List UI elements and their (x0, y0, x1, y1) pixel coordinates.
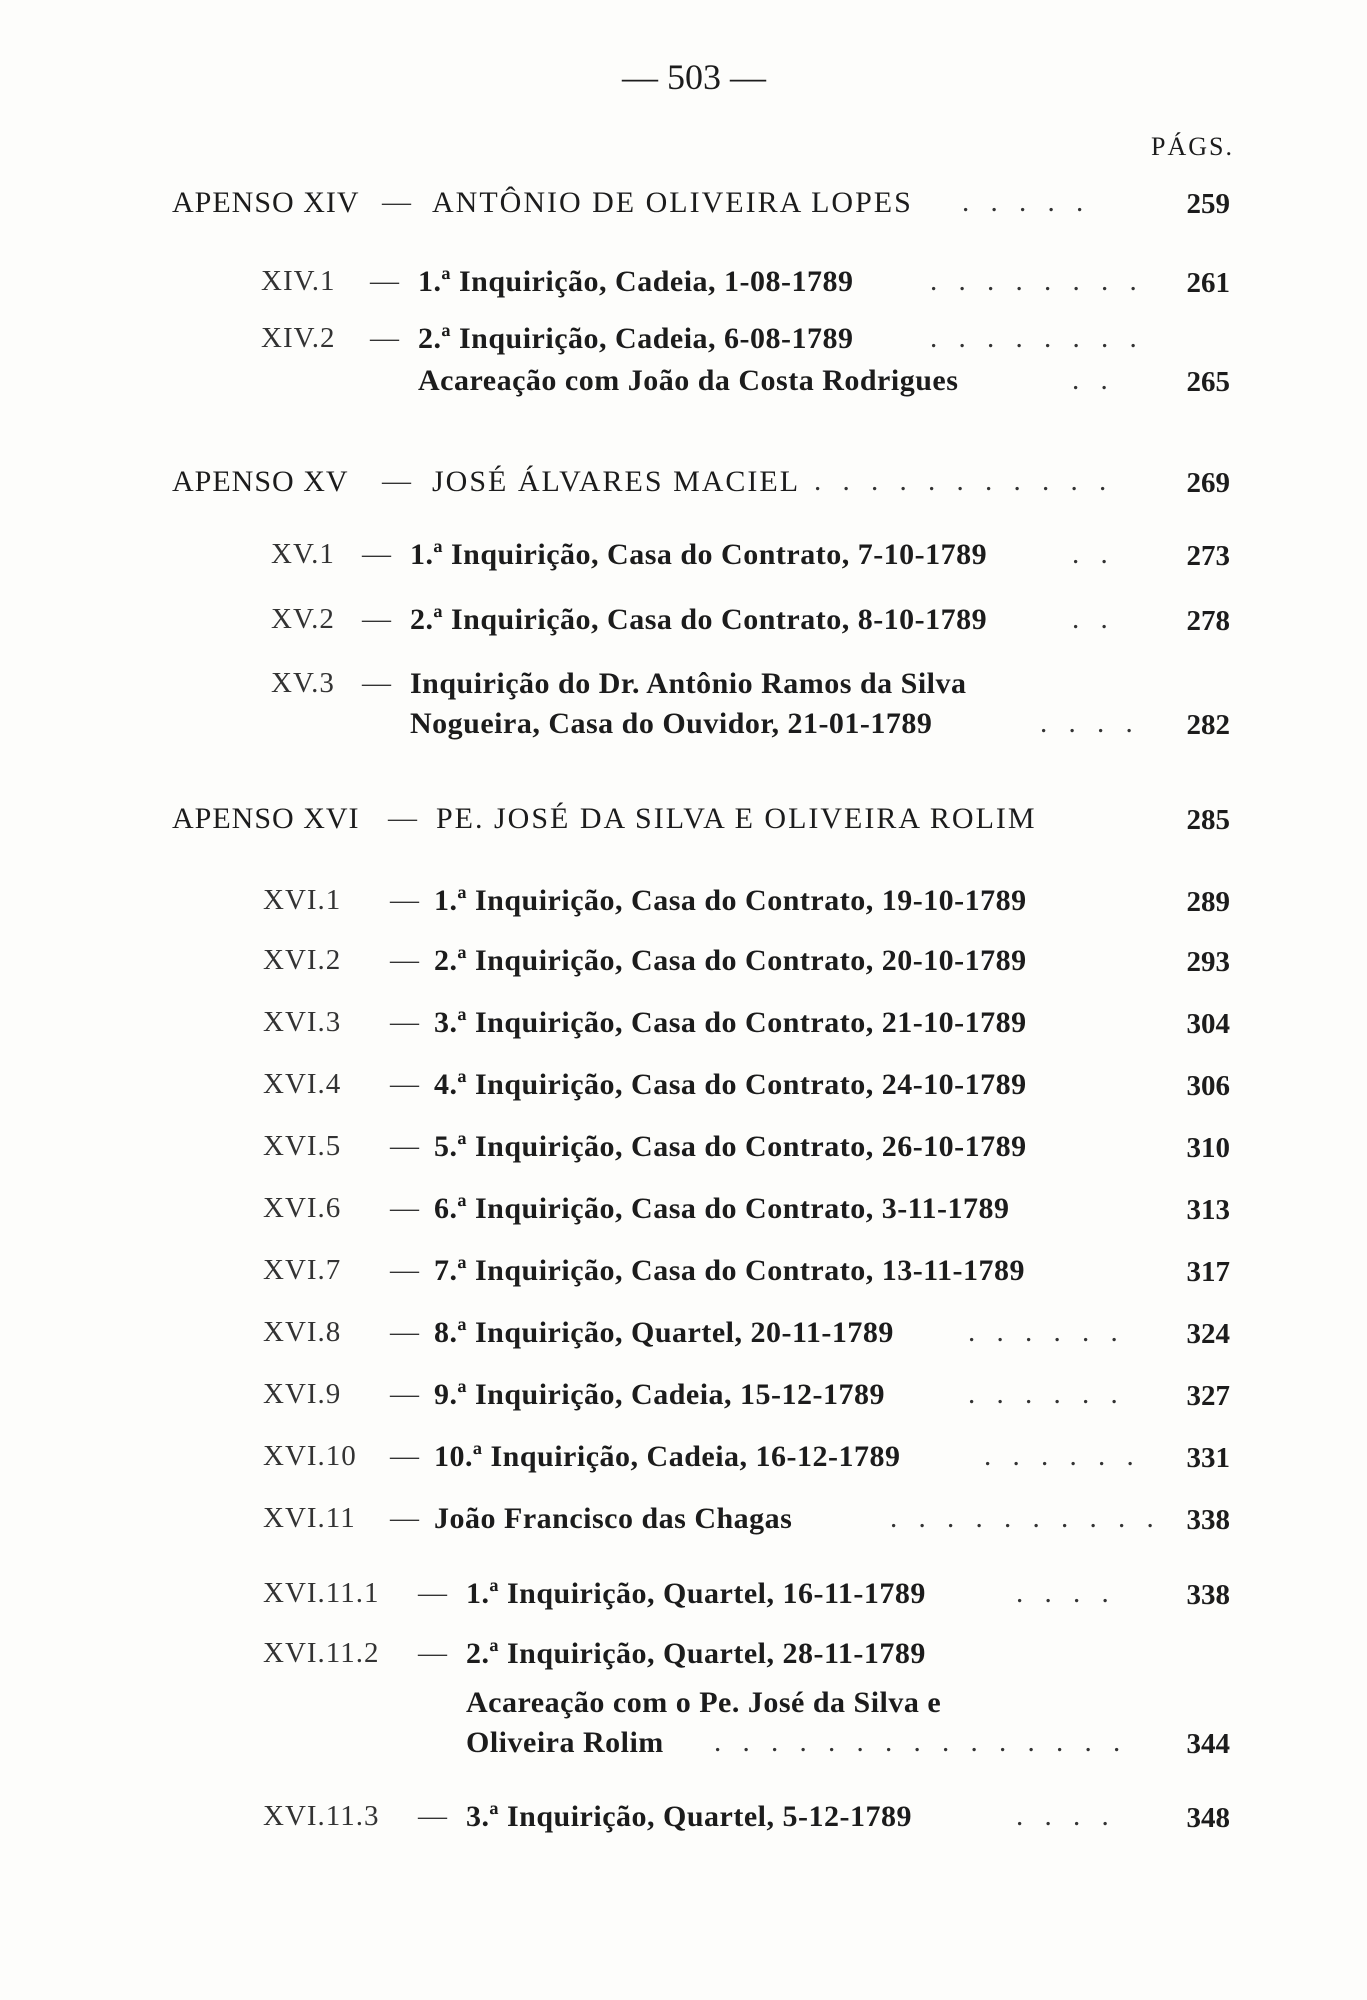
dash-separator: — (390, 1068, 419, 1100)
entry-code: XV.1 (271, 538, 335, 570)
appendix-code: APENSO XIV (172, 186, 360, 219)
page-ref: 306 (1186, 1070, 1230, 1102)
dash-separator: — (390, 1502, 419, 1534)
entry-text: 1.ª Inquirição, Cadeia, 1-08-1789 (418, 265, 854, 298)
entry-text: João Francisco das Chagas (434, 1502, 793, 1535)
dash-separator: — (370, 265, 399, 297)
dash-separator: — (370, 322, 399, 354)
entry-text: 1.ª Inquirição, Casa do Contrato, 19-10-1789 (434, 884, 1027, 917)
entry-text: 2.ª Inquirição, Casa do Contrato, 20-10-1789 (434, 944, 1027, 977)
entry-text: 7.ª Inquirição, Casa do Contrato, 13-11-1789 (434, 1254, 1026, 1287)
entry-code: XVI.11.3 (263, 1800, 380, 1832)
dot-leader: . . . . (1016, 1577, 1116, 1609)
entry-text: 3.ª Inquirição, Casa do Contrato, 21-10-1789 (434, 1006, 1027, 1039)
dot-leader: . . . . . (962, 186, 1091, 218)
page-ref: 331 (1186, 1442, 1230, 1474)
pages-column-label: PÁGS. (1151, 132, 1234, 161)
dot-leader: . . . . . . . . . . (890, 1502, 1161, 1534)
entry-text: 10.ª Inquirição, Cadeia, 16-12-1789 (434, 1440, 901, 1473)
page-ref: 313 (1186, 1194, 1230, 1226)
dash-separator: — (390, 884, 419, 916)
appendix-title: ANTÔNIO DE OLIVEIRA LOPES (432, 186, 913, 219)
page-ref: 269 (1186, 467, 1230, 499)
dot-leader: . . (1072, 538, 1115, 570)
page-ref: 282 (1186, 709, 1230, 741)
entry-text: 5.ª Inquirição, Casa do Contrato, 26-10-1789 (434, 1130, 1027, 1163)
entry-text: 2.ª Inquirição, Cadeia, 6-08-1789 (418, 322, 854, 355)
dash-separator: — (390, 944, 419, 976)
entry-code: XVI.7 (263, 1254, 342, 1286)
dot-leader: . . . . (1016, 1800, 1116, 1832)
entry-text: Inquirição do Dr. Antônio Ramos da Silva (410, 667, 967, 700)
entry-text: 2.ª Inquirição, Casa do Contrato, 8-10-1789 (410, 603, 988, 636)
dash-separator: — (362, 667, 391, 699)
entry-text: 3.ª Inquirição, Quartel, 5-12-1789 (466, 1800, 912, 1833)
entry-code: XIV.2 (261, 322, 336, 354)
page-ref: 265 (1186, 366, 1230, 398)
entry-code: XVI.11.2 (263, 1637, 380, 1669)
dash-separator: — (418, 1577, 447, 1609)
page-ref: 304 (1186, 1008, 1230, 1040)
dash-separator: — (418, 1637, 447, 1669)
dot-leader: . . . . . . . . (930, 265, 1144, 297)
page-ref: 310 (1186, 1132, 1230, 1164)
entry-code: XV.3 (271, 667, 335, 699)
dash-separator: — (390, 1316, 419, 1348)
page-ref: 259 (1186, 188, 1230, 220)
dot-leader: . . . . . . . . . . . (814, 465, 1114, 497)
page-ref: 338 (1186, 1504, 1230, 1536)
dash-separator: — (362, 538, 391, 570)
dash-separator: — (390, 1006, 419, 1038)
entry-text: 2.ª Inquirição, Quartel, 28-11-1789 (466, 1637, 926, 1670)
dot-leader: . . (1072, 364, 1115, 396)
entry-code: XVI.2 (263, 944, 342, 976)
entry-code: XVI.9 (263, 1378, 342, 1410)
entry-code: XVI.3 (263, 1006, 342, 1038)
appendix-code: APENSO XV (172, 465, 349, 498)
entry-text: 6.ª Inquirição, Casa do Contrato, 3-11-1789 (434, 1192, 1010, 1225)
page-ref: 261 (1186, 267, 1230, 299)
dash-separator: — (362, 603, 391, 635)
dot-leader: . . (1072, 603, 1115, 635)
dash-separator: — (390, 1192, 419, 1224)
entry-text: 1.ª Inquirição, Casa do Contrato, 7-10-1789 (410, 538, 988, 571)
page-ref: 317 (1186, 1256, 1230, 1288)
page-ref: 278 (1186, 605, 1230, 637)
page-number: — 503 — (622, 57, 766, 97)
dash-separator: — (418, 1800, 447, 1832)
entry-text: 1.ª Inquirição, Quartel, 16-11-1789 (466, 1577, 926, 1610)
page-ref: 324 (1186, 1318, 1230, 1350)
entry-code: XVI.4 (263, 1068, 342, 1100)
page-ref: 344 (1186, 1728, 1230, 1760)
entry-code: XVI.6 (263, 1192, 342, 1224)
dot-leader: . . . . (1040, 707, 1140, 739)
dot-leader: . . . . . . (984, 1440, 1141, 1472)
dot-leader: . . . . . . (968, 1378, 1125, 1410)
page-ref: 338 (1186, 1579, 1230, 1611)
dash-separator: — (390, 1130, 419, 1162)
dash-separator: — (390, 1440, 419, 1472)
entry-code: XVI.11 (263, 1502, 356, 1534)
entry-code: XVI.1 (263, 884, 342, 916)
dot-leader: . . . . . . . . (930, 322, 1144, 354)
entry-text-continuation: Acareação com o Pe. José da Silva e (466, 1686, 942, 1719)
entry-code: XVI.8 (263, 1316, 342, 1348)
dash-separator: — (382, 186, 411, 218)
dot-leader: . . . . . . (968, 1316, 1125, 1348)
page-ref: 285 (1186, 804, 1230, 836)
appendix-title: PE. JOSÉ DA SILVA E OLIVEIRA ROLIM (436, 802, 1037, 835)
page-ref: 327 (1186, 1380, 1230, 1412)
entry-text: 8.ª Inquirição, Quartel, 20-11-1789 (434, 1316, 894, 1349)
appendix-title: JOSÉ ÁLVARES MACIEL (432, 465, 801, 498)
entry-text-continuation: Acareação com João da Costa Rodrigues (418, 364, 959, 397)
appendix-code: APENSO XVI (172, 802, 360, 835)
entry-code: XVI.5 (263, 1130, 342, 1162)
dash-separator: — (388, 802, 417, 834)
dash-separator: — (390, 1254, 419, 1286)
dash-separator: — (390, 1378, 419, 1410)
entry-text-continuation: Nogueira, Casa do Ouvidor, 21-01-1789 (410, 707, 933, 740)
entry-text: 4.ª Inquirição, Casa do Contrato, 24-10-1789 (434, 1068, 1027, 1101)
page-ref: 348 (1186, 1802, 1230, 1834)
entry-text: 9.ª Inquirição, Cadeia, 15-12-1789 (434, 1378, 886, 1411)
page-ref: 289 (1186, 886, 1230, 918)
page-ref: 273 (1186, 540, 1230, 572)
entry-code: XVI.10 (263, 1440, 357, 1472)
page-ref: 293 (1186, 946, 1230, 978)
dot-leader: . . . . . . . . . . . . . . . (714, 1726, 1128, 1758)
entry-text-continuation: Oliveira Rolim (466, 1726, 664, 1759)
entry-code: XV.2 (271, 603, 335, 635)
entry-code: XIV.1 (261, 265, 336, 297)
entry-code: XVI.11.1 (263, 1577, 380, 1609)
dash-separator: — (382, 465, 411, 497)
